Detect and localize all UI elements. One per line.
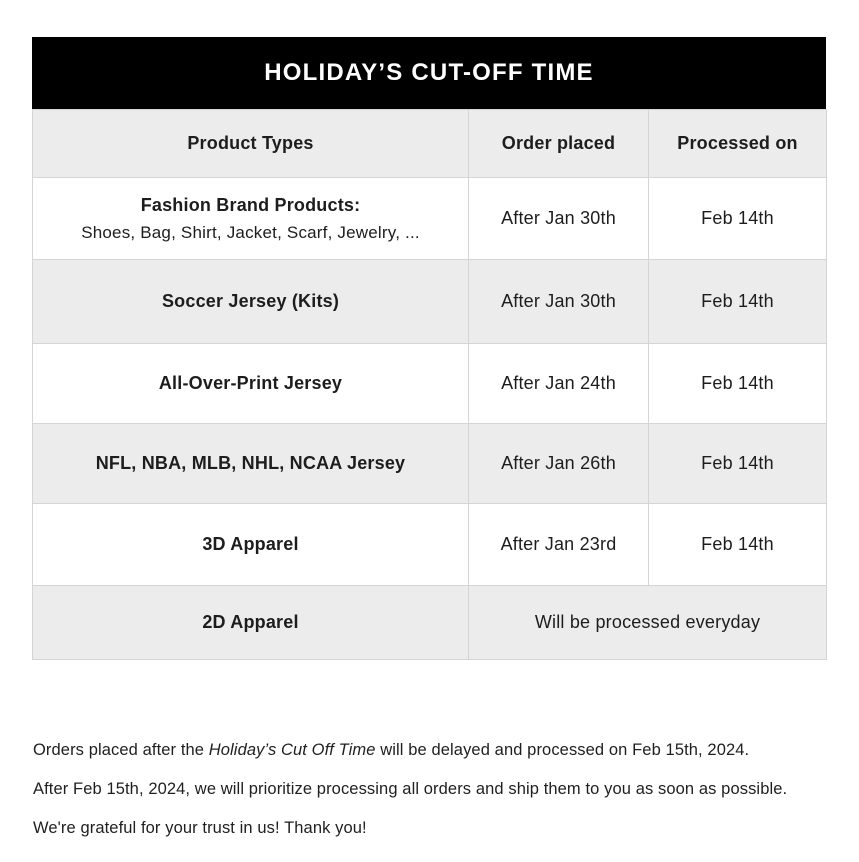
table-row-soccer-jersey xyxy=(33,260,827,344)
footer-note-prioritize-shipping: After Feb 15th, 2024, we will prioritize processing all orders and ship them to you as soon as possible. xyxy=(33,780,788,798)
col-header-product-types: Product Types xyxy=(33,110,469,178)
cell-product-type: NFL, NBA, MLB, NHL, NCAA Jersey xyxy=(33,424,469,504)
cell-product-type: All-Over-Print Jersey xyxy=(33,344,469,424)
cell-processed-on: Feb 14th xyxy=(649,260,827,344)
table-row-2d-apparel xyxy=(33,586,827,660)
page-title: HOLIDAY’S CUT-OFF TIME xyxy=(264,59,594,86)
footer-note-1-prefix: Orders placed after the xyxy=(33,741,209,759)
cell-product-type: Soccer Jersey (Kits) xyxy=(33,260,469,344)
cell-order-placed: After Jan 30th xyxy=(469,178,649,260)
cell-processed-on: Feb 14th xyxy=(649,178,827,260)
table-row-league-jersey xyxy=(33,424,827,504)
table-header-row xyxy=(33,110,827,178)
product-examples: Shoes, Bag, Shirt, Jacket, Scarf, Jewelry, ... xyxy=(81,222,420,242)
table-row-fashion-brand xyxy=(33,178,827,260)
product-name: Fashion Brand Products: xyxy=(140,194,361,215)
table-title-banner xyxy=(32,37,826,109)
col-header-order-placed: Order placed xyxy=(469,110,649,178)
footer-note-delayed-processing xyxy=(33,740,826,760)
cell-order-placed: After Jan 26th xyxy=(469,424,649,504)
cell-merged-note: Will be processed everyday xyxy=(469,586,827,660)
cell-order-placed: After Jan 30th xyxy=(469,260,649,344)
footer-note-thank-you: We're grateful for your trust in us! Thank you! xyxy=(33,819,367,837)
cell-product-type xyxy=(33,178,469,260)
footer-note-1-suffix: will be delayed and processed on Feb 15th, 2024. xyxy=(375,741,750,759)
cell-order-placed: After Jan 24th xyxy=(469,344,649,424)
table-row-all-over-print xyxy=(33,344,827,424)
cell-processed-on: Feb 14th xyxy=(649,424,827,504)
cell-processed-on: Feb 14th xyxy=(649,344,827,424)
holiday-cutoff-table xyxy=(32,109,827,660)
cell-processed-on: Feb 14th xyxy=(649,504,827,586)
table-row-3d-apparel xyxy=(33,504,827,586)
cell-product-type: 2D Apparel xyxy=(33,586,469,660)
col-header-processed-on: Processed on xyxy=(649,110,827,178)
cell-product-type: 3D Apparel xyxy=(33,504,469,586)
cell-order-placed: After Jan 23rd xyxy=(469,504,649,586)
footer-notes xyxy=(32,740,826,838)
footer-note-1-italic-phrase: Holiday’s Cut Off Time xyxy=(208,741,376,759)
